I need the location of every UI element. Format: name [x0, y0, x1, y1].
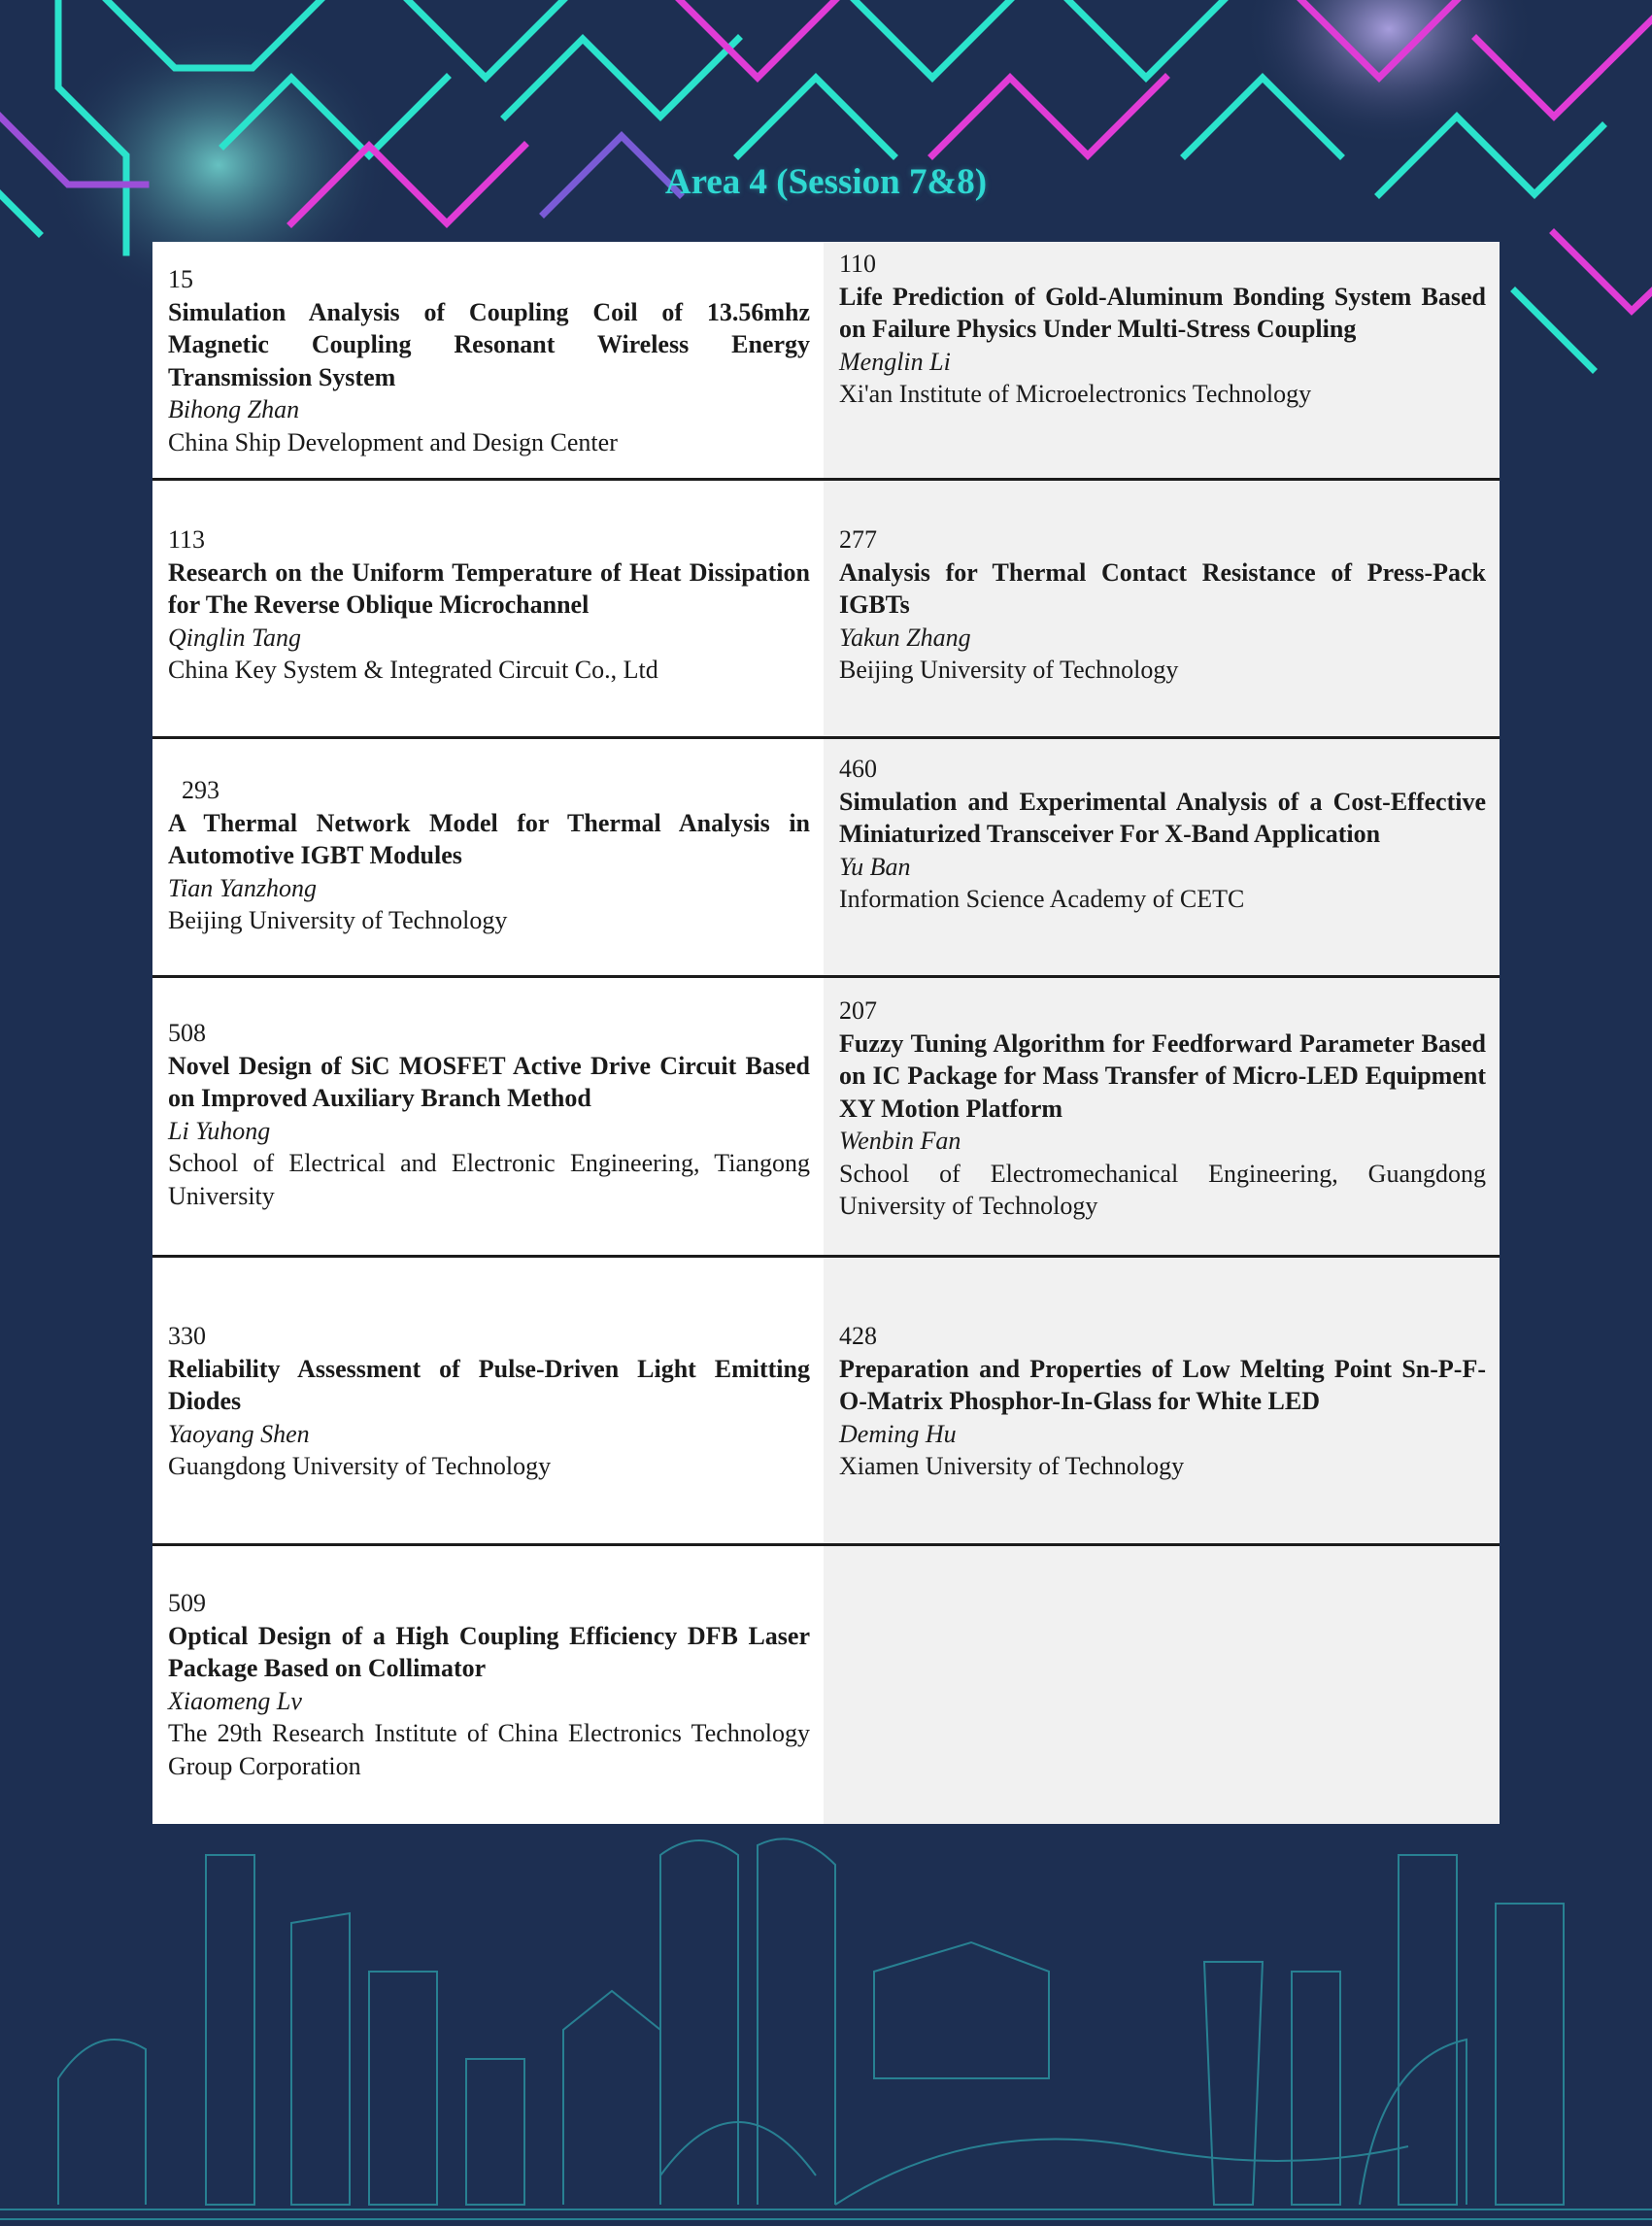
paper-id: 277	[839, 525, 877, 554]
page-title: Area 4 (Session 7&8)	[664, 162, 988, 202]
paper-cell	[152, 739, 824, 978]
paper-affiliation: Xiamen University of Technology	[839, 1452, 1185, 1480]
paper-author: Deming Hu	[839, 1419, 957, 1448]
paper-affiliation: Guangdong University of Technology	[168, 1452, 552, 1480]
paper-id: 113	[168, 525, 206, 554]
paper-affiliation: School of Electromechanical Engineering, Guangdong University of Technology	[839, 1159, 1486, 1220]
paper-cell	[152, 242, 824, 481]
paper-author: Menglin Li	[839, 347, 951, 376]
paper-id: 330	[168, 1322, 206, 1350]
paper-cell	[152, 1546, 824, 1824]
paper-affiliation: School of Electrical and Electronic Engineering, Tiangong University	[168, 1149, 810, 1210]
paper-cell	[152, 481, 824, 739]
paper-author: Tian Yanzhong	[168, 873, 317, 902]
paper-author: Li Yuhong	[168, 1116, 271, 1145]
paper-author: Xiaomeng Lv	[168, 1686, 302, 1715]
paper-author: Wenbin Fan	[839, 1127, 961, 1155]
paper-title: Analysis for Thermal Contact Resistance of Press-Pack IGBTs	[839, 557, 1486, 619]
paper-affiliation: The 29th Research Institute of China Electronics Technology Group Corporation	[168, 1719, 810, 1780]
paper-table	[152, 242, 1500, 1824]
paper-cell	[152, 978, 824, 1258]
paper-id: 428	[839, 1322, 877, 1350]
paper-author: Yakun Zhang	[839, 623, 971, 652]
paper-title: Novel Design of SiC MOSFET Active Drive Circuit Based on Improved Auxiliary Branch Method	[168, 1051, 810, 1112]
paper-cell	[824, 739, 1500, 978]
paper-author: Qinglin Tang	[168, 623, 302, 652]
paper-affiliation: Xi'an Institute of Microelectronics Technology	[839, 380, 1312, 408]
paper-title: A Thermal Network Model for Thermal Analysis in Automotive IGBT Modules	[168, 808, 810, 869]
paper-cell	[152, 1258, 824, 1546]
paper-title: Reliability Assessment of Pulse-Driven Light Emitting Diodes	[168, 1354, 810, 1415]
paper-affiliation: China Key System & Integrated Circuit Co., Ltd	[168, 656, 658, 684]
paper-affiliation: Beijing University of Technology	[168, 906, 508, 934]
empty-cell	[824, 1546, 1500, 1824]
paper-title: Simulation and Experimental Analysis of a Cost-Effective Miniaturized Transceiver For X-Band Application	[839, 787, 1486, 848]
paper-id: 15	[168, 265, 193, 293]
paper-id: 293	[182, 776, 219, 804]
paper-affiliation: China Ship Development and Design Center	[168, 427, 618, 456]
paper-cell	[824, 1258, 1500, 1546]
paper-id: 207	[839, 996, 877, 1025]
paper-author: Yaoyang Shen	[168, 1419, 310, 1448]
paper-affiliation: Beijing University of Technology	[839, 656, 1179, 684]
paper-cell	[824, 978, 1500, 1258]
paper-id: 110	[839, 250, 877, 278]
paper-affiliation: Information Science Academy of CETC	[839, 885, 1245, 913]
paper-id: 460	[839, 755, 877, 783]
paper-author: Yu Ban	[839, 852, 911, 881]
paper-title: Preparation and Properties of Low Melting Point Sn-P-F-O-Matrix Phosphor-In-Glass for White LED	[839, 1354, 1486, 1415]
paper-title: Simulation Analysis of Coupling Coil of 13.56mhz Magnetic Coupling Resonant Wireless Energy Transmission System	[168, 297, 810, 391]
paper-title: Fuzzy Tuning Algorithm for Feedforward Parameter Based on IC Package for Mass Transfer of Micro-LED Equipment XY Motion Platform	[839, 1029, 1486, 1123]
paper-id: 509	[168, 1589, 206, 1617]
city-skyline-illustration	[0, 1826, 1652, 2226]
paper-title: Optical Design of a High Coupling Efficiency DFB Laser Package Based on Collimator	[168, 1621, 810, 1682]
paper-title: Life Prediction of Gold-Aluminum Bonding System Based on Failure Physics Under Multi-Stress Coupling	[839, 282, 1486, 343]
paper-cell	[824, 242, 1500, 481]
paper-author: Bihong Zhan	[168, 395, 300, 423]
paper-cell	[824, 481, 1500, 739]
paper-id: 508	[168, 1019, 206, 1047]
paper-title: Research on the Uniform Temperature of Heat Dissipation for The Reverse Oblique Microchannel	[168, 557, 810, 619]
